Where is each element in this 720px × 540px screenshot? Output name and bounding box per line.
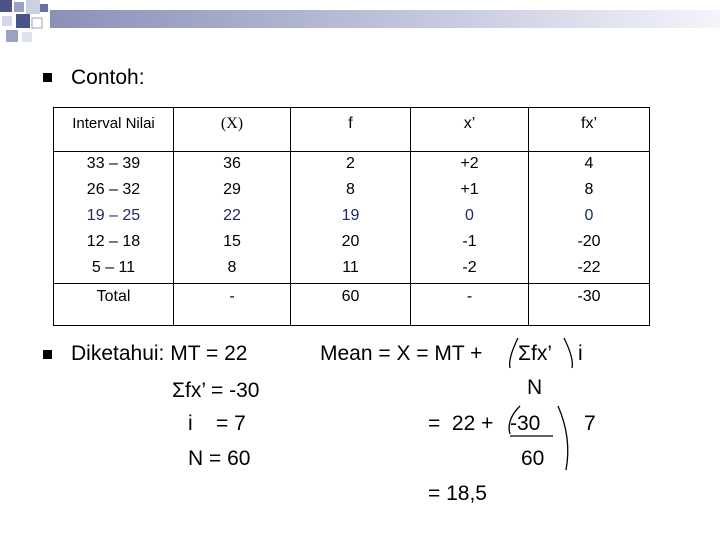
- header-fx-prime: fx’: [581, 115, 597, 132]
- step2-denominator: 60: [521, 447, 545, 470]
- step2-i: 7: [584, 412, 596, 435]
- table-cell: 36: [223, 155, 241, 172]
- table-cell: 2: [346, 155, 355, 172]
- header-x-prime: x’: [463, 115, 476, 132]
- table-cell: 11: [342, 259, 359, 276]
- table-cell: 0: [465, 207, 474, 224]
- header-interval: Interval Nilai: [72, 115, 155, 132]
- formula-i: i: [578, 342, 583, 365]
- table-cell: 29: [223, 181, 241, 198]
- table-cell: 33 – 39: [86, 155, 141, 172]
- table-cell: 5 – 11: [91, 259, 136, 276]
- table-cell: 8: [346, 181, 355, 198]
- table-cell: 8: [227, 259, 237, 276]
- table-cell: 4: [584, 155, 594, 172]
- formula-n: N: [527, 376, 543, 399]
- table-cell: 0: [584, 207, 594, 224]
- total-cell: -: [229, 288, 235, 305]
- table-cell: -22: [577, 259, 601, 276]
- given-sum-fx: Σfx’ = -30: [172, 379, 260, 402]
- header-f: f: [348, 115, 353, 132]
- given-label: Diketahui: MT = 22: [71, 342, 248, 365]
- table-cell: +1: [460, 181, 479, 198]
- table-cell: 22: [223, 207, 241, 224]
- total-cell: 60: [341, 288, 360, 305]
- step2-numerator: -30: [510, 412, 541, 435]
- mean-formula-lhs: Mean = X = MT +: [320, 342, 483, 365]
- table-cell: -2: [462, 259, 477, 276]
- table-cell: 15: [223, 233, 241, 250]
- mean-result: = 18,5: [428, 482, 487, 505]
- total-cell: -30: [577, 288, 601, 305]
- formula-sum-fx: Σfx’: [518, 342, 552, 365]
- table-cell: 20: [341, 233, 360, 250]
- table-cell: -1: [462, 233, 477, 250]
- table-cell: 19: [341, 207, 360, 224]
- table-cell: 26 – 32: [86, 181, 141, 198]
- total-cell: -: [466, 288, 473, 305]
- table-cell: 19 – 25: [86, 207, 141, 224]
- table-cell: -20: [577, 233, 601, 250]
- given-n: N = 60: [188, 447, 251, 470]
- table-cell: 8: [584, 181, 594, 198]
- given-i: i = 7: [188, 412, 246, 435]
- table-cell: +2: [460, 155, 479, 172]
- table-cell: 12 – 18: [86, 233, 141, 250]
- slide-heading: Contoh:: [71, 66, 145, 89]
- step2-lhs: = 22 +: [428, 412, 494, 435]
- total-cell: Total: [96, 288, 131, 305]
- header-x: (X): [220, 115, 244, 132]
